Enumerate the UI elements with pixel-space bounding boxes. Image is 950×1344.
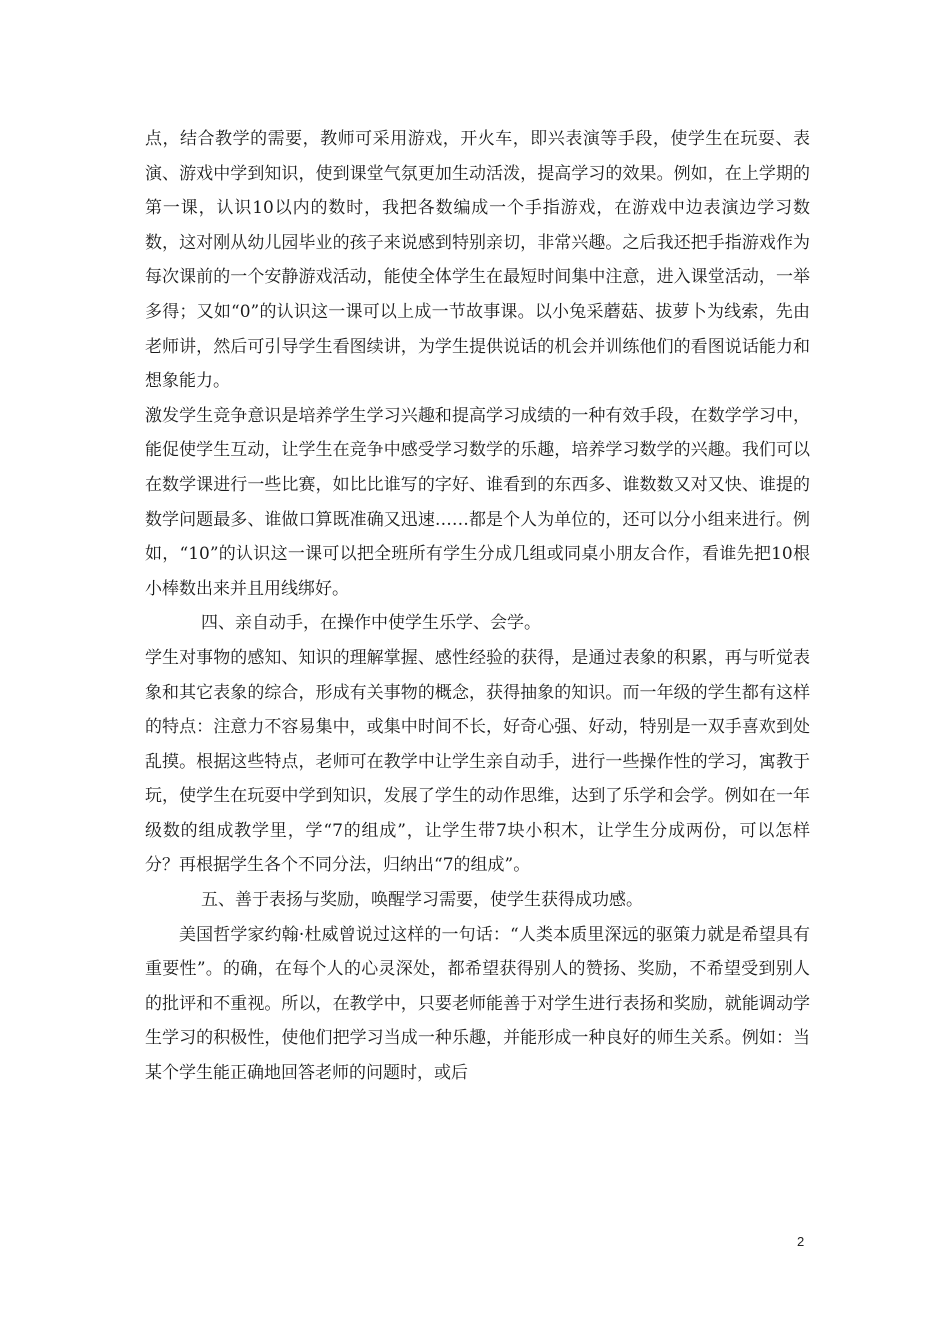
paragraph-competition: 激发学生竞争意识是培养学生学习兴趣和提高学习成绩的一种有效手段，在数学学习中，能促使学生互动，让学生在竞争中感受学习数学的乐趣，培养学习数学的兴趣。我们可以在数学课进行一些比赛，如比比谁写的字好、谁看到的东西多、谁数数又对又快、谁提的数学问题最多、谁做口算既准确又迅速……都是个人为单位的，还可以分小组来进行。例如，“10”的认识这一课可以把全班所有学生分成几组或同桌小朋友合作，看谁先把10根小棒数出来并且用线绑好。 <box>145 405 810 599</box>
paragraph-hands-on: 学生对事物的感知、知识的理解掌握、感性经验的获得，是通过表象的积累，再与听觉表象和其它表象的综合，形成有关事物的概念，获得抽象的知识。而一年级的学生都有这样的特点：注意力不容易集中，或集中时间不长，好奇心强、好动，特别是一双手喜欢到处乱摸。根据这些特点，老师可在教学中让学生亲自动手，进行一些操作性的学习，寓教于玩，使学生在玩耍中学到知识，发展了学生的动作思维，达到了乐学和会学。例如在一年级数的组成教学里，学“7的组成”，让学生带7块小积木，让学生分成两份，可以怎样分？再根据学生各个不同分法，归纳出“7的组成”。 <box>145 647 810 876</box>
section-heading-praise: 五、善于表扬与奖励，唤醒学习需要，使学生获得成功感。 <box>201 890 643 911</box>
paragraph-praise: 美国哲学家约翰·杜威曾说过这样的一句话：“人类本质里深远的驱策力就是希望具有重要性”。的确，在每个人的心灵深处，都希望获得别人的赞扬、奖励，不希望受到别人的批评和不重视。所以，在教学中，只要老师能善于对学生进行表扬和奖励，就能调动学生学习的积极性，使他们把学习当成一种乐趣，并能形成一种良好的师生关系。例如：当某个学生能正确地回答老师的问题时，或后 <box>145 924 810 1084</box>
page-number: 2 <box>797 1234 805 1249</box>
document-body <box>145 122 810 1091</box>
paragraph-games: 点，结合教学的需要，教师可采用游戏，开火车，即兴表演等手段，使学生在玩耍、表演、游戏中学到知识，使到课堂气氛更加生动活泼，提高学习的效果。例如，在上学期的第一课，认识10以内的数时，我把各数编成一个手指游戏，在游戏中边表演边学习数数，这对刚从幼儿园毕业的孩子来说感到特别亲切，非常兴趣。之后我还把手指游戏作为每次课前的一个安静游戏活动，能使全体学生在最短时间集中注意，进入课堂活动，一举多得；又如“0”的认识这一课可以上成一节故事课。以小兔采蘑菇、拔萝卜为线索，先由老师讲，然后可引导学生看图续讲，为学生提供说话的机会并训练他们的看图说话能力和想象能力。 <box>145 129 810 392</box>
section-heading-hands-on: 四、亲自动手，在操作中使学生乐学、会学。 <box>201 613 541 634</box>
